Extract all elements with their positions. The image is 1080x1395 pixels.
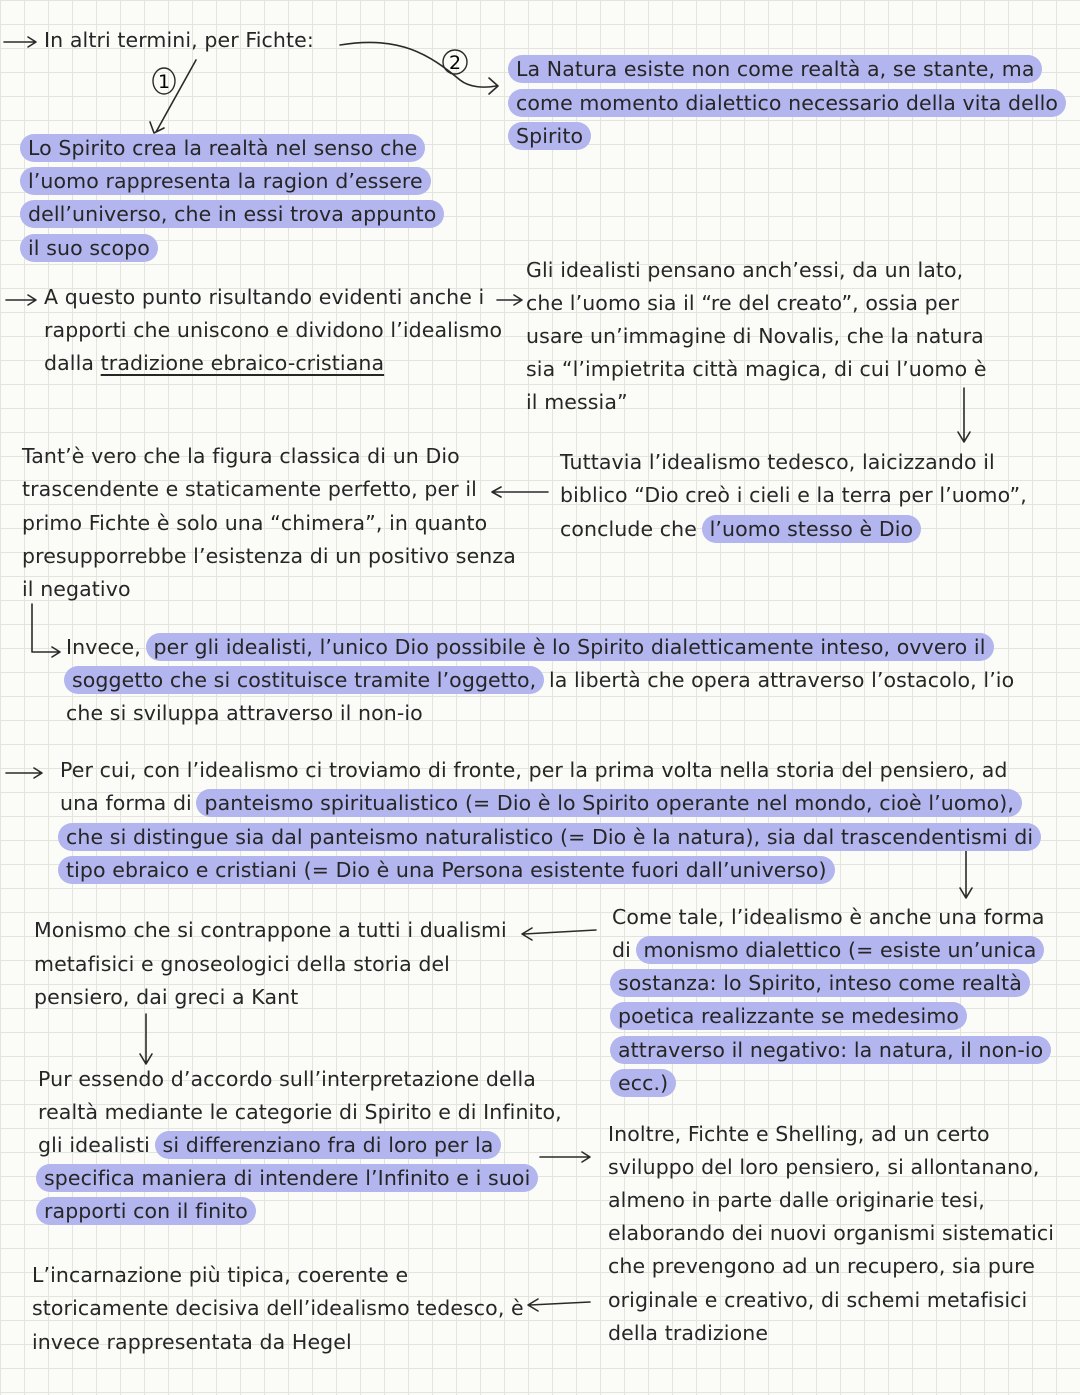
b9-line-1: Come tale, l’idealismo è anche una forma xyxy=(612,905,1045,929)
b6-line-2: trascendente e staticamente perfetto, per il xyxy=(22,477,477,501)
arrow-b9-to-b10 xyxy=(522,928,596,940)
b4-line-1: Gli idealisti pensano anch’essi, da un lato, xyxy=(526,258,964,282)
b10-line-3: pensiero, dai greci a Kant xyxy=(34,985,299,1009)
b11-line-2: realtà mediante le categorie di Spirito e di Infinito, xyxy=(38,1100,562,1124)
b9-line-6: ecc.) xyxy=(612,1067,674,1100)
b12-line-1: Inoltre, Fichte e Shelling, ad un certo xyxy=(608,1122,990,1146)
b6-line-3: primo Fichte è solo una “chimera”, in quanto xyxy=(22,511,488,535)
b7-line-3: che si sviluppa attraverso il non-io xyxy=(66,701,423,725)
b8-line-2: una forma di panteismo spiritualistico (= Dio è lo Spirito operante nel mondo, cioè l’uomo), xyxy=(60,787,1020,820)
b10-line-1: Monismo che si contrappone a tutti i dualismi xyxy=(34,918,507,942)
b7-line-2: soggetto che si costituisce tramite l’oggetto, la libertà che opera attraverso l’ostacolo, l’io xyxy=(66,664,1014,697)
b11-line-4: specifica maniera di intendere l’Infinito e i suoi xyxy=(38,1162,536,1195)
b1-line-2: l’uomo rappresenta la ragion d’essere xyxy=(22,165,429,198)
arrow-b4-down xyxy=(958,388,970,442)
mark-two: 2 xyxy=(449,52,462,74)
b9-line-3: sostanza: lo Spirito, inteso come realtà xyxy=(612,967,1028,1000)
b12-line-5: che prevengono ad un recupero, sia pure xyxy=(608,1254,1035,1278)
b12-line-3: almeno in parte dalle originarie tesi, xyxy=(608,1188,985,1212)
arrow-b11-to-b12 xyxy=(540,1152,590,1162)
b11-line-1: Pur essendo d’accordo sull’interpretazione della xyxy=(38,1067,536,1091)
arrow-to-point-two xyxy=(340,42,498,94)
arrow-b10-down xyxy=(140,1014,152,1064)
b11-line-3: gli idealisti si differenziano fra di loro per la xyxy=(38,1129,499,1162)
b5-line-3: conclude che l’uomo stesso è Dio xyxy=(560,513,919,546)
b7-line-1: Invece, per gli idealisti, l’unico Dio possibile è lo Spirito dialetticamente inteso, ovvero il xyxy=(66,631,992,664)
b3-line-3: dalla tradizione ebraico-cristiana xyxy=(44,351,385,375)
b3-line-1: A questo punto risultando evidenti anche i xyxy=(44,285,485,309)
arrow-b8 xyxy=(6,768,42,778)
arrow-b5-to-b6 xyxy=(492,487,548,497)
b2-line-2: come momento dialettico necessario della vita dello xyxy=(510,87,1064,120)
b6-line-1: Tant’è vero che la figura classica di un Dio xyxy=(22,444,460,468)
mark-one: 1 xyxy=(158,71,171,93)
b4-line-4: sia “l’impietrita città magica, di cui l’uomo è xyxy=(526,357,987,381)
b12-line-6: originale e creativo, di schemi metafisici xyxy=(608,1288,1028,1312)
b9-line-4: poetica realizzante se medesimo xyxy=(612,1000,965,1033)
b1-line-3: dell’universo, che in essi trova appunto xyxy=(22,198,442,231)
b4-line-3: usare un’immagine di Novalis, che la natura xyxy=(526,324,984,348)
intro-line: In altri termini, per Fichte: xyxy=(44,28,314,52)
arrow-to-point-one xyxy=(150,60,196,133)
b8-line-4: tipo ebraico e cristiani (= Dio è una Persona esistente fuori dall’universo) xyxy=(60,854,833,887)
b13-line-3: invece rappresentata da Hegel xyxy=(32,1330,352,1354)
b12-line-7: della tradizione xyxy=(608,1321,769,1345)
arrow-b12-to-b13 xyxy=(528,1299,590,1311)
b13-line-1: L’incarnazione più tipica, coerente e xyxy=(32,1263,409,1287)
b8-line-3: che si distingue sia dal panteismo naturalistico (= Dio è la natura), sia dal trascendentismi di xyxy=(60,821,1039,854)
b9-line-5: attraverso il negativo: la natura, il non-io xyxy=(612,1034,1049,1067)
b4-line-2: che l’uomo sia il “re del creato”, ossia per xyxy=(526,291,960,315)
b8-line-1: Per cui, con l’idealismo ci troviamo di fronte, per la prima volta nella storia del pensiero, ad xyxy=(60,758,1008,782)
b3-line-2: rapporti che uniscono e dividono l’idealismo xyxy=(44,318,503,342)
arrow-b3-to-b4 xyxy=(497,295,522,305)
arrow-b3 xyxy=(6,295,36,305)
b2-line-1: La Natura esiste non come realtà a, se stante, ma xyxy=(510,53,1040,86)
circle-two-icon xyxy=(443,50,467,74)
b6-line-5: il negativo xyxy=(22,577,131,601)
b5-line-2: biblico “Dio creò i cieli e la terra per l’uomo”, xyxy=(560,483,1027,507)
arrow-b8-down xyxy=(960,850,972,898)
b4-line-5: il messia” xyxy=(526,390,628,414)
b12-line-4: elaborando dei nuovi organismi sistematici xyxy=(608,1221,1055,1245)
b2-line-3: Spirito xyxy=(510,120,589,153)
b5-line-1: Tuttavia l’idealismo tedesco, laicizzando il xyxy=(560,450,995,474)
arrow-intro xyxy=(4,37,36,47)
b13-line-2: storicamente decisiva dell’idealismo tedesco, è xyxy=(32,1296,524,1320)
b1-line-4: il suo scopo xyxy=(22,232,156,265)
arrow-b6-down xyxy=(32,604,60,657)
circle-one-icon xyxy=(153,68,175,94)
b9-line-2: di monismo dialettico (= esiste un’unica xyxy=(612,934,1042,967)
b6-line-4: presupporrebbe l’esistenza di un positivo senza xyxy=(22,544,516,568)
b10-line-2: metafisici e gnoseologici della storia del xyxy=(34,952,450,976)
b11-line-5: rapporti con il finito xyxy=(38,1195,254,1228)
b1-line-1: Lo Spirito crea la realtà nel senso che xyxy=(22,132,423,165)
b12-line-2: sviluppo del loro pensiero, si allontanano, xyxy=(608,1155,1040,1179)
